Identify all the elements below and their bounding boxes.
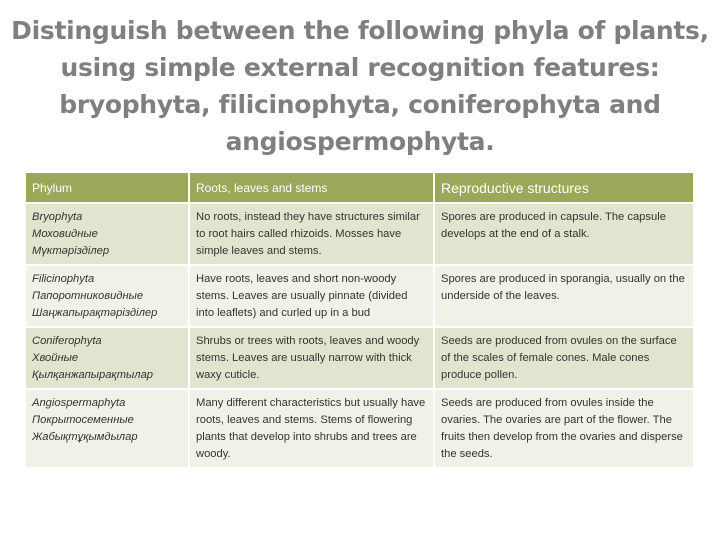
- phyla-table: [26, 173, 693, 467]
- phylum-cell: [26, 265, 189, 327]
- phylum-latin: Coniferophyta: [32, 335, 102, 347]
- phylum-russian: Моховидные: [32, 228, 98, 240]
- title-line: using simple external recognition features:: [60, 53, 660, 82]
- phylum-kazakh: Жабықтұқымдылар: [32, 431, 138, 443]
- header-reproductive-structures: Reproductive structures: [434, 173, 693, 203]
- phylum-kazakh: Мүктәрізділер: [32, 245, 110, 257]
- phylum-cell: [26, 327, 189, 389]
- table-row: [26, 203, 693, 265]
- roots-cell: Have roots, leaves and short non-woody stems. Leaves are usually pinnate (divided into leaflets) and curled up in a bud: [189, 265, 434, 327]
- reproduction-cell: Seeds are produced from ovules on the surface of the scales of female cones. Male cones produce pollen.: [434, 327, 693, 389]
- header-phylum: Phylum: [26, 173, 189, 203]
- phylum-russian: Хвойные: [32, 352, 79, 364]
- roots-cell: Shrubs or trees with roots, leaves and woody stems. Leaves are usually narrow with thick waxy cuticle.: [189, 327, 434, 389]
- roots-cell: No roots, instead they have structures similar to root hairs called rhizoids. Mosses have simple leaves and stems.: [189, 203, 434, 265]
- phylum-latin: Bryophyta: [32, 211, 83, 223]
- table-row: [26, 389, 693, 467]
- roots-cell: Many different characteristics but usually have roots, leaves and stems. Stems of flowering plants that develop into shrubs and trees are woody.: [189, 389, 434, 467]
- phylum-latin: Angiospermaphyta: [32, 397, 126, 409]
- phylum-russian: Папоротниковидные: [32, 290, 144, 302]
- reproduction-cell: Spores are produced in sporangia, usually on the underside of the leaves.: [434, 265, 693, 327]
- reproduction-cell: Spores are produced in capsule. The capsule develops at the end of a stalk.: [434, 203, 693, 265]
- title-line: Distinguish between the following phyla of plants,: [11, 16, 709, 45]
- reproduction-cell: Seeds are produced from ovules inside the ovaries. The ovaries are part of the flower. The fruits then develop from the ovaries and disperse the seeds.: [434, 389, 693, 467]
- table-row: [26, 327, 693, 389]
- page-title: [10, 12, 710, 160]
- phylum-russian: Покрытосеменные: [32, 414, 134, 426]
- table-row: [26, 265, 693, 327]
- phylum-latin: Filicinophyta: [32, 273, 95, 285]
- phylum-kazakh: Шаңжапырақтәрізділер: [32, 307, 158, 319]
- phylum-cell: [26, 203, 189, 265]
- header-roots-leaves-stems: Roots, leaves and stems: [189, 173, 434, 203]
- phylum-kazakh: Қылқанжапырақтылар: [32, 369, 154, 381]
- phylum-cell: [26, 389, 189, 467]
- title-line: angiospermophyta.: [225, 127, 495, 156]
- title-line: bryophyta, filicinophyta, coniferophyta and: [59, 90, 661, 119]
- table-header-row: [26, 173, 693, 203]
